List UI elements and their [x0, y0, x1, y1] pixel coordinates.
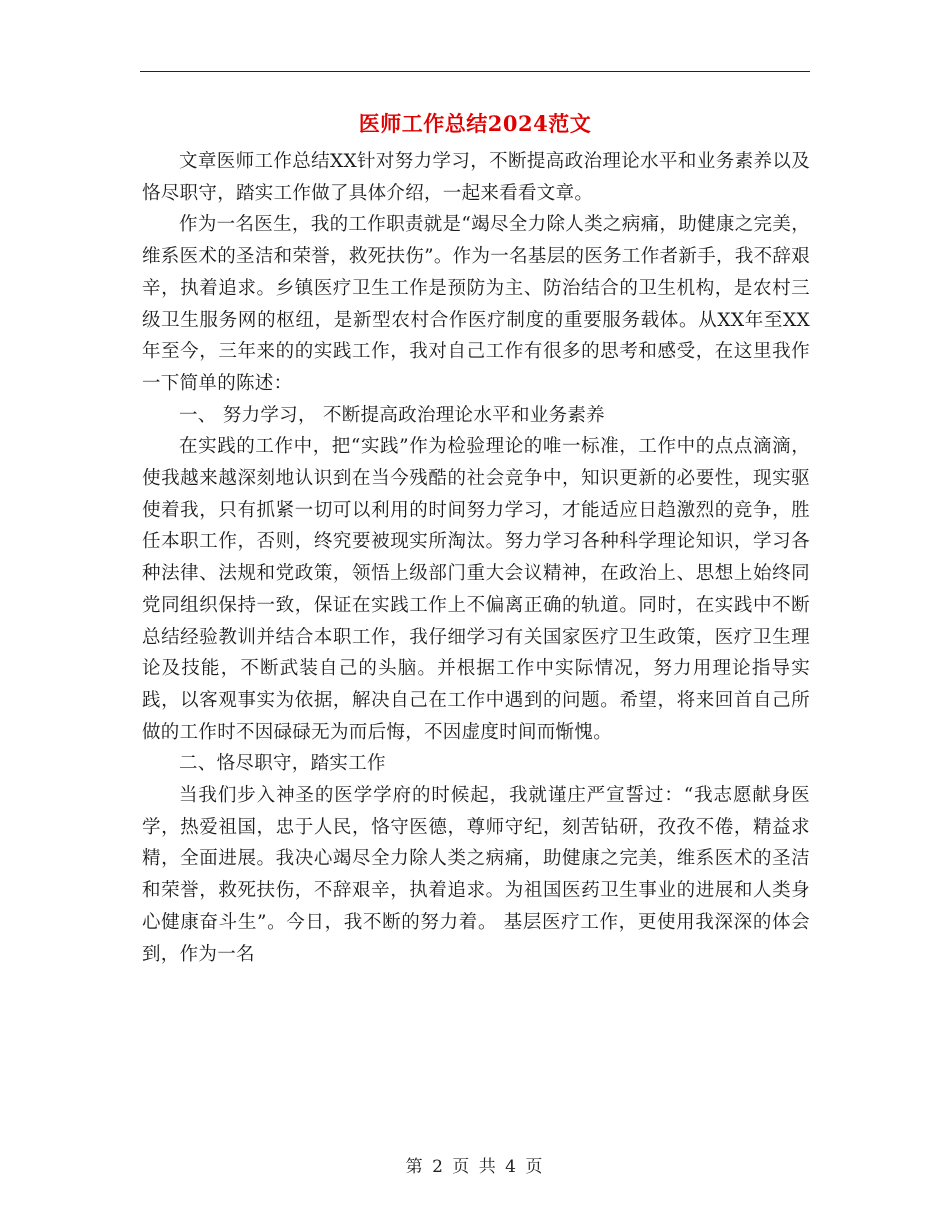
- section-heading-study: 一、 努力学习， 不断提高政治理论水平和业务素养: [179, 404, 605, 426]
- document-title: 医师工作总结2024范文: [358, 111, 592, 136]
- page-number: 第 2 页 共 4 页: [405, 1157, 545, 1177]
- document-body: [142, 146, 810, 970]
- paragraph-intro: 文章医师工作总结XX针对努力学习，不断提高政治理论水平和业务素养以及恪尽职守，踏实工作做了具体介绍，一起来看看文章。: [142, 151, 810, 204]
- section-heading-duty: 二、恪尽职守，踏实工作: [179, 753, 386, 775]
- paragraph-study: 在实践的工作中，把“实践”作为检验理论的唯一标准，工作中的点点滴滴，使我越来越深刻地认识到在当今残酷的社会竞争中，知识更新的必要性，现实驱使着我，只有抓紧一切可以利用的时间努力学习，才能适应日趋激烈的竞争，胜任本职工作，否则，终究要被现实所淘汰。努力学习各种科学理论知识，学习各种法律、法规和党政策，领悟上级部门重大会议精神，在政治上、思想上始终同党同组织保持一致，保证在实践工作上不偏离正确的轨道。同时，在实践中不断总结经验教训并结合本职工作，我仔细学习有关国家医疗卫生政策，医疗卫生理论及技能，不断武装自己的头脑。并根据工作中实际情况，努力用理论指导实践，以客观事实为依据，解决自己在工作中遇到的问题。希望，将来回首自己所做的工作时不因碌碌无为而后悔，不因虚度时间而惭愧。: [142, 436, 810, 743]
- paragraph-duties: 作为一名医生，我的工作职责就是“竭尽全力除人类之病痛，助健康之完美，维系医术的圣洁和荣誉，救死扶伤”。作为一名基层的医务工作者新手，我不辞艰辛，执着追求。乡镇医疗卫生工作是预防为主、防治结合的卫生机构，是农村三级卫生服务网的枢纽，是新型农村合作医疗制度的重要服务载体。从XX年至XX年至今，三年来的的实践工作，我对自己工作有很多的思考和感受，在这里我作一下简单的陈述：: [142, 214, 810, 394]
- header-rule: [140, 71, 810, 72]
- paragraph-oath: 当我们步入神圣的医学学府的时候起，我就谨庄严宣誓过：“我志愿献身医学，热爱祖国，忠于人民，恪守医德，尊师守纪，刻苦钻研，孜孜不倦，精益求精，全面进展。我决心竭尽全力除人类之病痛，助健康之完美，维系医术的圣洁和荣誉，救死扶伤，不辞艰辛，执着追求。为祖国医药卫生事业的进展和人类身心健康奋斗生”。今日，我不断的努力着。 基层医疗工作，更使用我深深的体会到，作为一名: [142, 785, 810, 965]
